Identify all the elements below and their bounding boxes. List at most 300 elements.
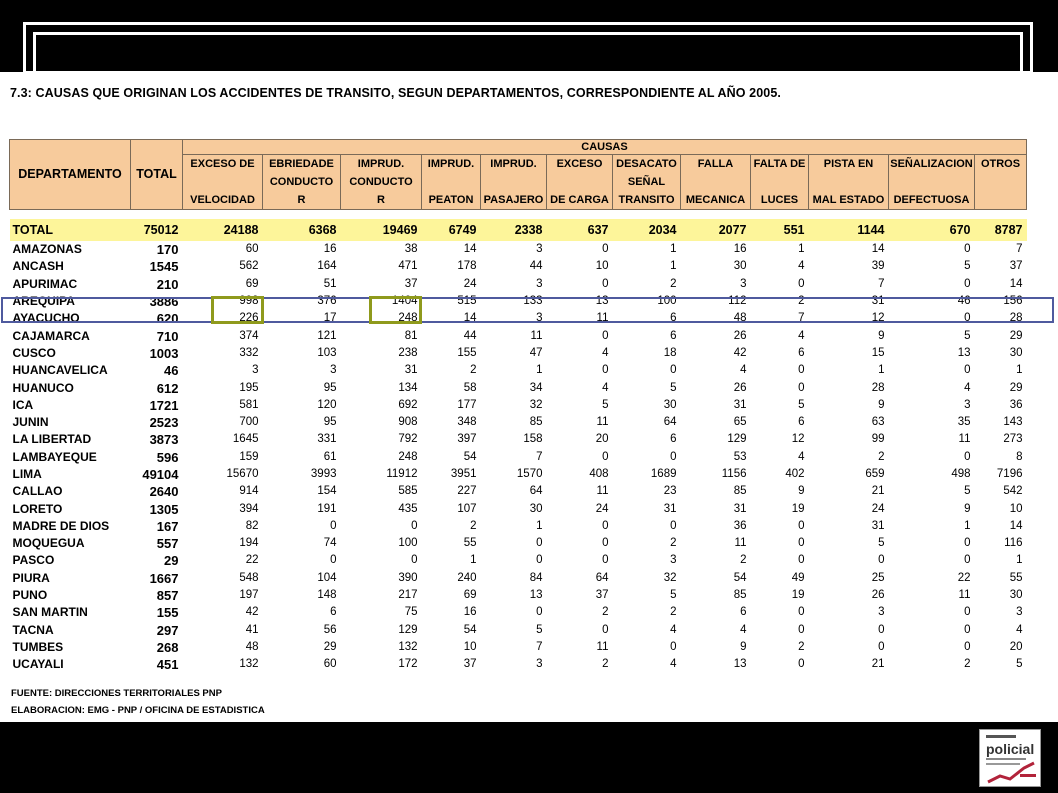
cause-value-cell: 195 [239,381,259,394]
cause-value-cell: 31 [404,364,418,377]
cause-value-cell: 116 [1004,537,1023,550]
cause-value-cell: 64 [663,416,677,429]
cause-value-cell: 7 [878,277,885,290]
cause-value-cell: 12 [871,312,885,325]
cause-value-cell: 1570 [516,468,543,480]
cause-value-cell: 0 [670,450,677,463]
department-name-cell: CALLAO [12,484,63,499]
cause-value-cell: 4 [964,381,971,394]
table-row [10,397,1027,414]
cause-value-cell: 55 [1009,571,1023,584]
cause-value-cell: 5 [670,381,677,394]
cause-value-cell: 32 [663,571,677,584]
cause-value-cell: 2 [602,658,609,671]
header-cause-line [809,173,888,191]
cause-value-cell: 376 [317,295,337,308]
cause-value-cell: 374 [239,329,259,342]
cause-value-cell: 36 [1009,398,1023,411]
total-cell: 167 [156,518,179,534]
header-cause-line: CONDUCTO [269,176,334,188]
table-row [10,431,1027,448]
cause-value-cell: 0 [964,623,971,636]
cause-value-cell: 1 [470,554,477,567]
total-cell: 1305 [149,501,179,517]
cause-value-cell: 44 [463,329,477,342]
cause-value-cell: 0 [602,519,609,532]
department-name-cell: PASCO [12,553,55,568]
table-row [10,414,1027,431]
cause-value-cell: 197 [239,589,259,602]
cause-value-cell: 2 [670,606,677,619]
table-row [10,622,1027,639]
cause-value-cell: 435 [398,502,418,515]
total-cell: 857 [156,588,179,604]
cause-value-cell: 0 [602,277,609,290]
cause-value-cell: 30 [1009,346,1023,359]
cause-value-cell: 7 [536,640,543,653]
cause-value-cell: 2034 [613,219,681,241]
cause-value-cell: 0 [536,606,543,619]
cause-value-cell: 0 [964,537,971,550]
department-name-cell: HUANCAVELICA [12,363,108,378]
cause-value-cell: 2 [798,295,805,308]
header-cause-line: CONDUCTO [349,176,413,188]
department-name-cell: CAJAMARCA [12,328,90,343]
header-cause-line [889,173,974,191]
cause-value-cell: 6 [798,346,805,359]
cause-value-cell: 1689 [650,468,677,480]
header-cause-line: FALTA DE [753,158,806,170]
header-cause-line: EBRIEDADE [269,158,334,170]
header-cause-line: MAL ESTADO [812,194,885,206]
header-cause [889,155,975,210]
cause-value-cell: 35 [957,416,971,429]
policial-logo [979,729,1041,787]
header-cause [341,155,422,210]
slide-frame-inner [33,32,1023,74]
department-name-cell: HUANUCO [12,380,74,395]
cause-value-cell: 3 [740,277,747,290]
cause-value-cell: 24 [595,502,609,515]
cause-value-cell: 4 [670,623,677,636]
table-row [10,535,1027,552]
department-name-cell: TACNA [12,622,54,637]
cause-value-cell: 542 [1003,485,1023,498]
cause-value-cell: 56 [323,623,337,636]
header-cause-line: SEÑALIZACION [890,158,973,170]
cause-value-cell: 5 [536,623,543,636]
cause-value-cell: 0 [411,519,418,532]
cause-value-cell: 6 [670,312,677,325]
cause-value-cell: 0 [964,277,971,290]
cause-value-cell: 408 [589,468,609,480]
table-title: 7.3: CAUSAS QUE ORIGINAN LOS ACCIDENTES DE TRANSITO, SEGUN DEPARTAMENTOS, CORRESPONDIENTE AL AÑO 2005. [10,86,781,100]
cause-value-cell: 4 [740,623,747,636]
cause-value-cell: 14 [1009,277,1023,290]
cause-value-cell: 48 [733,312,747,325]
header-cause-line: OTROS [980,158,1021,170]
department-name-cell: ICA [12,397,34,412]
cause-value-cell: 792 [398,433,418,446]
cause-value-cell: 58 [463,381,477,394]
cause-value-cell: 37 [463,658,477,671]
cause-value-cell: 42 [245,606,259,619]
header-cause-line: DESACATO [616,158,677,170]
cause-value-cell: 5 [670,589,677,602]
cause-value-cell: 54 [733,571,747,584]
cause-value-cell: 24 [871,502,885,515]
header-total: TOTAL [131,140,183,210]
cause-value-cell: 248 [398,312,418,325]
cause-value-cell: 0 [536,554,543,567]
cause-value-cell: 104 [317,571,337,584]
cause-value-cell: 670 [889,219,975,241]
cause-value-cell: 9 [798,485,805,498]
cause-value-cell: 226 [239,312,259,325]
cause-value-cell: 1 [1016,364,1023,377]
department-name-cell: LA LIBERTAD [12,432,92,447]
cause-value-cell: 908 [398,416,418,429]
total-cell: 170 [156,242,179,258]
cause-value-cell: 21 [871,485,885,498]
header-cause [547,155,613,210]
cause-value-cell: 14 [1009,519,1023,532]
cause-value-cell: 2 [798,640,805,653]
cause-value-cell: 17 [323,312,337,325]
cause-value-cell: 63 [871,416,885,429]
department-name-cell: APURIMAC [12,276,78,291]
cause-value-cell: 21 [871,658,885,671]
header-cause-line [681,173,750,191]
total-cell: 2640 [149,484,179,500]
cause-value-cell: 81 [404,329,418,342]
cause-value-cell: 3 [878,606,885,619]
header-cause-line: TRANSITO [618,194,675,206]
cause-value-cell: 31 [871,295,885,308]
cause-value-cell: 0 [670,519,677,532]
cause-value-cell: 11 [596,416,609,429]
cause-value-cell: 7 [1016,243,1023,256]
header-cause-line: FALLA [697,158,734,170]
header-cause-line: VELOCIDAD [190,194,255,206]
table-row [10,604,1027,621]
cause-value-cell: 46 [957,295,971,308]
cause-value-cell: 20 [1009,640,1023,653]
cause-value-cell: 5 [602,398,609,411]
header-cause [422,155,481,210]
cause-value-cell: 10 [595,260,609,273]
cause-value-cell: 11 [596,640,609,653]
total-cell: 1545 [149,259,179,275]
header-cause-line [481,173,546,191]
cause-value-cell: 84 [529,571,543,584]
total-cell: 268 [156,639,179,655]
cause-value-cell: 515 [457,295,477,308]
cause-value-cell: 0 [602,329,609,342]
cause-value-cell: 85 [733,589,747,602]
cause-value-cell: 6 [740,606,747,619]
department-name-cell: AYACUCHO [12,311,80,326]
header-cause [751,155,809,210]
total-cell: 710 [156,328,179,344]
cause-value-cell: 0 [670,364,677,377]
cause-value-cell: 11 [596,485,609,498]
cause-value-cell: 16 [733,243,747,256]
cause-value-cell: 5 [964,329,971,342]
cause-value-cell: 390 [398,571,418,584]
cause-value-cell: 331 [317,433,337,446]
cause-value-cell: 30 [663,398,677,411]
cause-value-cell: 85 [733,485,747,498]
header-cause-line: PEATON [428,194,474,206]
cause-value-cell: 129 [398,623,418,636]
cause-value-cell: 61 [323,450,337,463]
cause-value-cell: 32 [529,398,543,411]
spacer-row [10,210,1027,220]
total-cell: 612 [156,380,179,396]
cause-value-cell: 14 [463,243,477,256]
cause-value-cell: 24188 [183,219,263,241]
header-cause-line [975,191,1026,209]
department-name-cell: TUMBES [12,639,64,654]
cause-value-cell: 148 [317,589,337,602]
cause-value-cell: 3993 [310,468,337,480]
cause-value-cell: 26 [871,589,885,602]
cause-value-cell: 99 [871,433,885,446]
cause-value-cell: 0 [602,537,609,550]
cause-value-cell: 13 [595,295,609,308]
cause-value-cell: 178 [457,260,477,273]
cause-value-cell: 85 [529,416,543,429]
total-cell: 49104 [142,467,179,482]
cause-value-cell: 2077 [681,219,751,241]
department-name-cell: TOTAL [10,219,131,241]
cause-value-cell: 14 [463,312,477,325]
header-cause [975,155,1027,210]
cause-value-cell: 25 [871,571,885,584]
cause-value-cell: 10 [463,640,477,653]
department-name-cell: UCAYALI [12,657,64,672]
cause-value-cell: 6749 [422,219,481,241]
arequipa-velocidad-highlight [211,296,264,324]
cause-value-cell: 0 [602,450,609,463]
cause-value-cell: 8 [1016,450,1023,463]
cause-value-cell: 19 [791,589,805,602]
cause-value-cell: 1 [878,364,885,377]
department-name-cell: LORETO [12,501,63,516]
cause-value-cell: 13 [529,589,543,602]
table-row [10,327,1027,344]
cause-value-cell: 12 [791,433,805,446]
cause-value-cell: 3 [536,312,543,325]
cause-value-cell: 248 [398,450,418,463]
cause-value-cell: 29 [1009,329,1023,342]
total-cell: 3886 [149,294,179,310]
cause-value-cell: 3 [536,277,543,290]
cause-value-cell: 65 [733,416,747,429]
department-name-cell: AREQUIPA [12,294,75,309]
cause-value-cell: 2 [670,277,677,290]
header-cause-line: EXCESO [556,158,603,170]
cause-value-cell: 100 [657,295,677,308]
cause-value-cell: 2 [964,658,971,671]
cause-value-cell: 11912 [386,468,418,480]
cause-value-cell: 0 [798,606,805,619]
cause-value-cell: 238 [398,346,418,359]
cause-value-cell: 47 [529,346,543,359]
cause-value-cell: 31 [663,502,677,515]
cause-value-cell: 5 [964,485,971,498]
table-body [10,210,1027,674]
cause-value-cell: 41 [245,623,259,636]
cause-value-cell: 26 [733,381,747,394]
cause-value-cell: 1404 [391,295,418,308]
cause-value-cell: 548 [239,571,259,584]
cause-value-cell: 60 [323,658,337,671]
department-name-cell: LAMBAYEQUE [12,449,97,464]
total-cell: 557 [156,536,179,552]
total-cell: 155 [156,605,179,621]
cause-value-cell: 240 [457,571,477,584]
cause-value-cell: 19 [791,502,805,515]
cause-value-cell: 3 [330,364,337,377]
cause-value-cell: 471 [398,260,418,273]
cause-value-cell: 38 [404,243,418,256]
cause-value-cell: 0 [964,640,971,653]
cause-value-cell: 155 [457,346,477,359]
elaboration-note: ELABORACION: EMG - PNP / OFICINA DE ESTADISTICA [11,705,265,716]
cause-value-cell: 29 [1009,381,1023,394]
total-cell: 29 [164,553,179,569]
cause-value-cell: 36 [733,519,747,532]
header-cause-line: DEFECTUOSA [893,194,970,206]
cause-value-cell: 0 [602,623,609,636]
cause-value-cell: 132 [398,640,418,653]
cause-value-cell: 13 [733,658,747,671]
header-cause [183,155,263,210]
department-name-cell: ANCASH [12,259,64,274]
table-row [10,587,1027,604]
cause-value-cell: 0 [798,277,805,290]
cause-value-cell: 177 [457,398,477,411]
cause-value-cell: 394 [239,502,259,515]
cause-value-cell: 0 [330,519,337,532]
cause-value-cell: 0 [878,554,885,567]
department-name-cell: MOQUEGUA [12,536,85,551]
cause-value-cell: 1645 [232,433,259,446]
table-row [10,483,1027,500]
department-name-cell: CUSCO [12,345,56,360]
cause-value-cell: 4 [1016,623,1023,636]
table-row [10,258,1027,275]
total-cell: 596 [156,449,179,465]
table-row [10,466,1027,483]
cause-value-cell: 10 [1009,502,1023,515]
header-cause-line [547,173,612,191]
total-cell: 1667 [149,570,179,586]
total-cell: 2523 [149,415,179,431]
cause-value-cell: 28 [871,381,885,394]
cause-value-cell: 0 [798,537,805,550]
cause-value-cell: 69 [463,589,477,602]
cause-value-cell: 0 [964,554,971,567]
total-cell: 451 [156,657,179,673]
cause-value-cell: 37 [1009,260,1023,273]
cause-value-cell: 5 [1016,658,1023,671]
cause-value-cell: 31 [733,502,747,515]
cause-value-cell: 69 [245,277,259,290]
table-row [10,345,1027,362]
cause-value-cell: 121 [317,329,337,342]
cause-value-cell: 0 [798,554,805,567]
total-cell: 3873 [149,432,179,448]
table-row [10,241,1027,258]
cause-value-cell: 26 [733,329,747,342]
cause-value-cell: 692 [398,398,418,411]
cause-value-cell: 158 [523,433,543,446]
cause-value-cell: 0 [798,364,805,377]
cause-value-cell: 562 [239,260,259,273]
cause-value-cell: 6 [798,416,805,429]
cause-value-cell: 0 [411,554,418,567]
cause-value-cell: 0 [536,537,543,550]
cause-value-cell: 3 [536,243,543,256]
cause-value-cell: 64 [595,571,609,584]
cause-value-cell: 30 [1009,589,1023,602]
cause-value-cell: 107 [457,502,477,515]
cause-value-cell: 11 [958,589,971,602]
cause-value-cell: 154 [317,485,337,498]
header-row-top [10,140,1027,155]
cause-value-cell: 23 [663,485,677,498]
cause-value-cell: 134 [398,381,418,394]
header-cause-line: PASAJERO [483,194,544,206]
header-cause-line: R [377,194,385,206]
cause-value-cell: 22 [957,571,971,584]
cause-value-cell: 0 [798,519,805,532]
arequipa-row-highlight [1,297,1054,323]
cause-value-cell: 132 [239,658,259,671]
cause-value-cell: 2 [878,450,885,463]
cause-value-cell: 1 [536,364,543,377]
cause-value-cell: 1 [964,519,971,532]
header-cause-line [975,173,1026,191]
header-cause-line: SEÑAL [627,176,666,188]
header-cause-line [183,173,262,191]
header-cause-line: R [297,194,306,206]
cause-value-cell: 6 [670,329,677,342]
department-name-cell: SAN MARTIN [12,605,88,620]
cause-value-cell: 9 [964,502,971,515]
cause-value-cell: 4 [602,381,609,394]
table-row [10,518,1027,535]
cause-value-cell: 4 [798,260,805,273]
cause-value-cell: 15 [871,346,885,359]
cause-value-cell: 54 [463,450,477,463]
cause-value-cell: 2 [740,554,747,567]
cause-value-cell: 1156 [721,468,747,480]
cause-value-cell: 15670 [226,468,259,480]
cause-value-cell: 20 [595,433,609,446]
cause-value-cell: 5 [878,537,885,550]
header-cause-line: MECANICA [685,194,746,206]
cause-value-cell: 34 [529,381,543,394]
department-name-cell: JUNIN [12,415,49,430]
cause-value-cell: 16 [323,243,337,256]
cause-value-cell: 64 [529,485,543,498]
cause-value-cell: 29 [323,640,337,653]
header-cause [613,155,681,210]
